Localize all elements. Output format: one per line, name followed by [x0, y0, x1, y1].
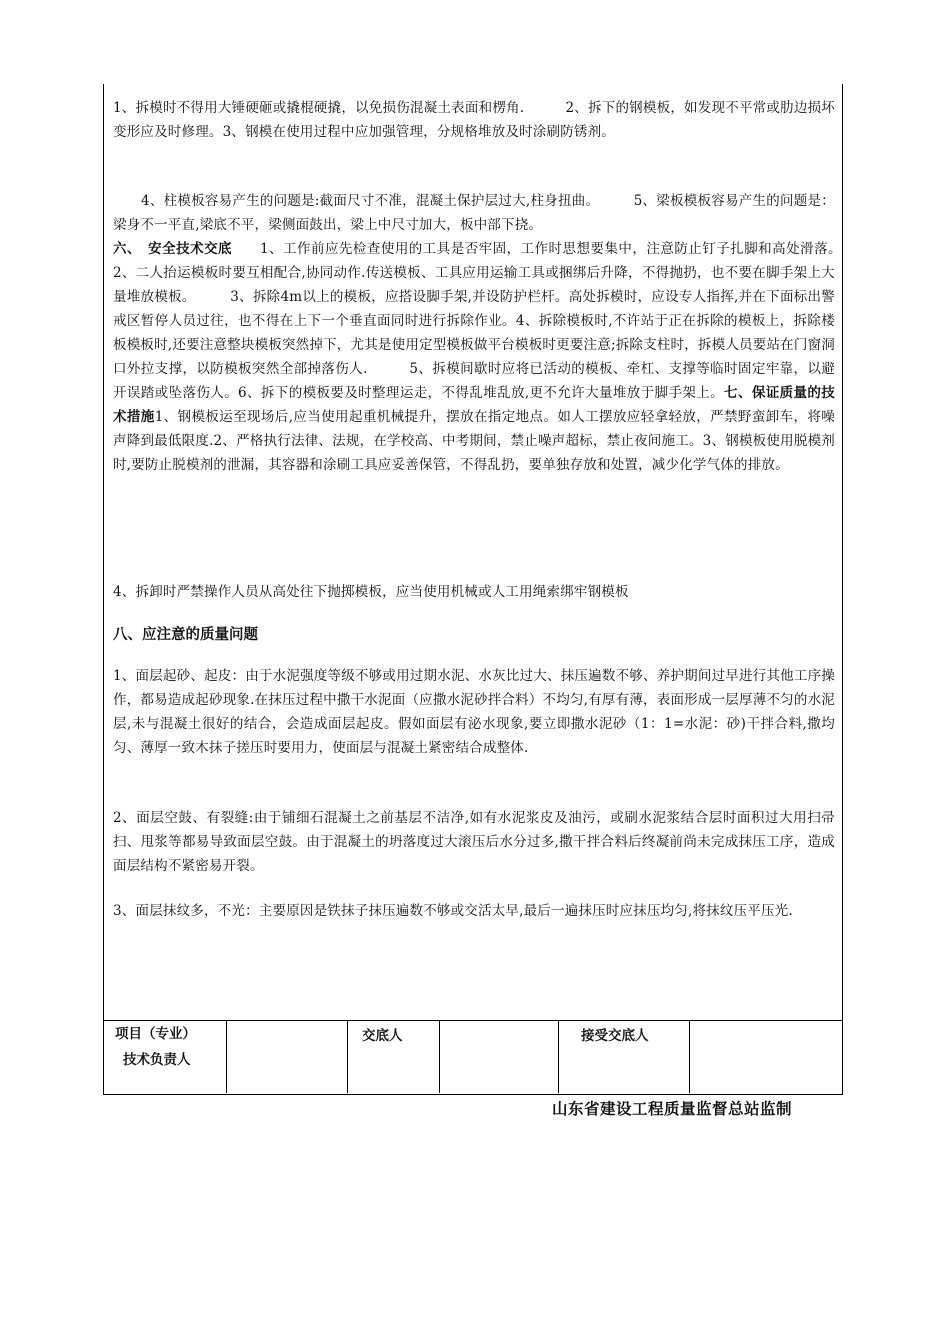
paragraph-formwork-problems: 4、柱模板容易产生的问题是:截面尺寸不准，混凝土保护层过大,柱身扭曲。 5、梁板模板容易产生的问题是：梁身不一平直,梁底不平，梁侧面鼓出，梁上中尺寸加大，板中部下挠。 — [113, 193, 835, 233]
receiver-label-cell — [559, 1020, 690, 1093]
paragraph-safety-and-quality — [113, 237, 877, 477]
footer-issuer: 山东省建设工程质量监督总站监制 — [552, 1100, 793, 1118]
discloser-label-cell — [348, 1020, 440, 1093]
receiver-signature-cell[interactable] — [690, 1020, 841, 1093]
discloser-label: 交底人 — [362, 1028, 403, 1044]
disclosure-form — [103, 84, 877, 1095]
issue-hollowing: 2、面层空鼓、有裂缝:由于铺细石混凝土之前基层不洁净,如有水泥浆皮及油污，或刷水泥浆结合层时面积过大用扫帚扫、甩浆等都易导致面层空鼓。由于混凝土的坍落度过大滚压后水分过多,撒干拌合料后终凝前尚未完成抹压工序，造成面层结构不紧密易开裂。 — [113, 810, 835, 874]
tech-lead-signature-cell[interactable] — [227, 1020, 348, 1093]
discloser-signature-cell[interactable] — [440, 1020, 559, 1093]
tech-lead-label-cell — [104, 1020, 227, 1093]
signature-row — [104, 1020, 842, 1093]
receiver-label: 接受交底人 — [581, 1028, 649, 1044]
tech-lead-label-line1: 项目（专业） — [115, 1026, 196, 1042]
issue-sanding: 1、面层起砂、起皮：由于水泥强度等级不够或用过期水泥、水灰比过大、抹压遍数不够、养护期间过早进行其他工序操作，都易造成起砂现象.在抹压过程中撒干水泥面（应撒水泥砂拌合料）不均匀,有厚有薄，表面形成一层厚薄不匀的水泥层,未与混凝土很好的结合，会造成面层起皮。假如面层有泌水现象,要立即撒水泥砂（1：1=水泥：砂)干拌合料,撒均匀、薄厚一致木抹子搓压时要用力，使面层与混凝土紧密结合成整体. — [113, 668, 835, 756]
paragraph-no-throwing: 4、拆卸时严禁操作人员从高处往下抛掷模板，应当使用机械或人工用绳索绑牢钢模板 — [113, 584, 629, 600]
paragraph-demolition-rules: 1、拆模时不得用大锤硬砸或撬棍硬撬，以免损伤混凝土表面和楞角. 2、拆下的钢模板，如发现不平常或肋边损坏变形应及时修理。3、钢模在使用过程中应加强管理，分规格堆放及时涂刷防锈剂。 — [113, 100, 835, 140]
issue-trowel-marks: 3、面层抹纹多，不光：主要原因是铁抹子抹压遍数不够或交活太早,最后一遍抹压时应抹压均匀,将抹纹压平压光. — [113, 903, 793, 919]
issues-heading: 八、应注意的质量问题 — [113, 626, 258, 643]
content-cell — [104, 84, 877, 1021]
tech-lead-label-line2: 技术负责人 — [123, 1052, 191, 1068]
safety-text: 1、工作前应先检查使用的工具是否牢固，工作时思想要集中，注意防止钉子扎脚和高处滑落。 2、二人抬运模板时要互相配合,协同动作.传送模板、工具应用运输工具或捆绑后升降，不得抛扔，也不要在脚手架上大量堆放模板。 3、拆除4m以上的模板，应搭设脚手架,并设防护栏杆。高处拆模时，应设专人指挥,并在下面标出警戒区暂停人员过往，也不得在上下一个垂直面同时进行拆除作业。4、拆除模板时,不许站于正在拆除的模板上，拆除楼板模板时,还要注意整块模板突然掉下，尤其是使用定型模板做平台模板时更要注意;拆除支柱时，拆模人员要站在门窗洞口外拉支撑，以防模板突然全部掉落伤人. 5、拆模间歇时应将已活动的模板、牵杠、支撑等临时固定牢靠，以避开误踏或坠落伤人。6、拆下的模板要及时整理运走，不得乱堆乱放,更不允许大量堆放于脚手架上。 — [113, 241, 877, 401]
quality-heading: 七、保证质量的技术措施 — [113, 385, 835, 425]
safety-heading: 六、 安全技术交底 — [113, 241, 233, 257]
quality-text: 1、钢模板运至现场后,应当使用起重机械提升，摆放在指定地点。如人工摆放应轻拿轻放，严禁野蛮卸车，将噪声降到最低限度.2、严格执行法律、法规，在学校高、中考期间，禁止噪声超标，禁止夜间施工。3、钢模板使用脱模剂时,要防止脱模剂的泄漏，其容器和涂刷工具应妥善保管，不得乱扔，要单独存放和处置，减少化学气体的排放。 — [113, 409, 835, 473]
